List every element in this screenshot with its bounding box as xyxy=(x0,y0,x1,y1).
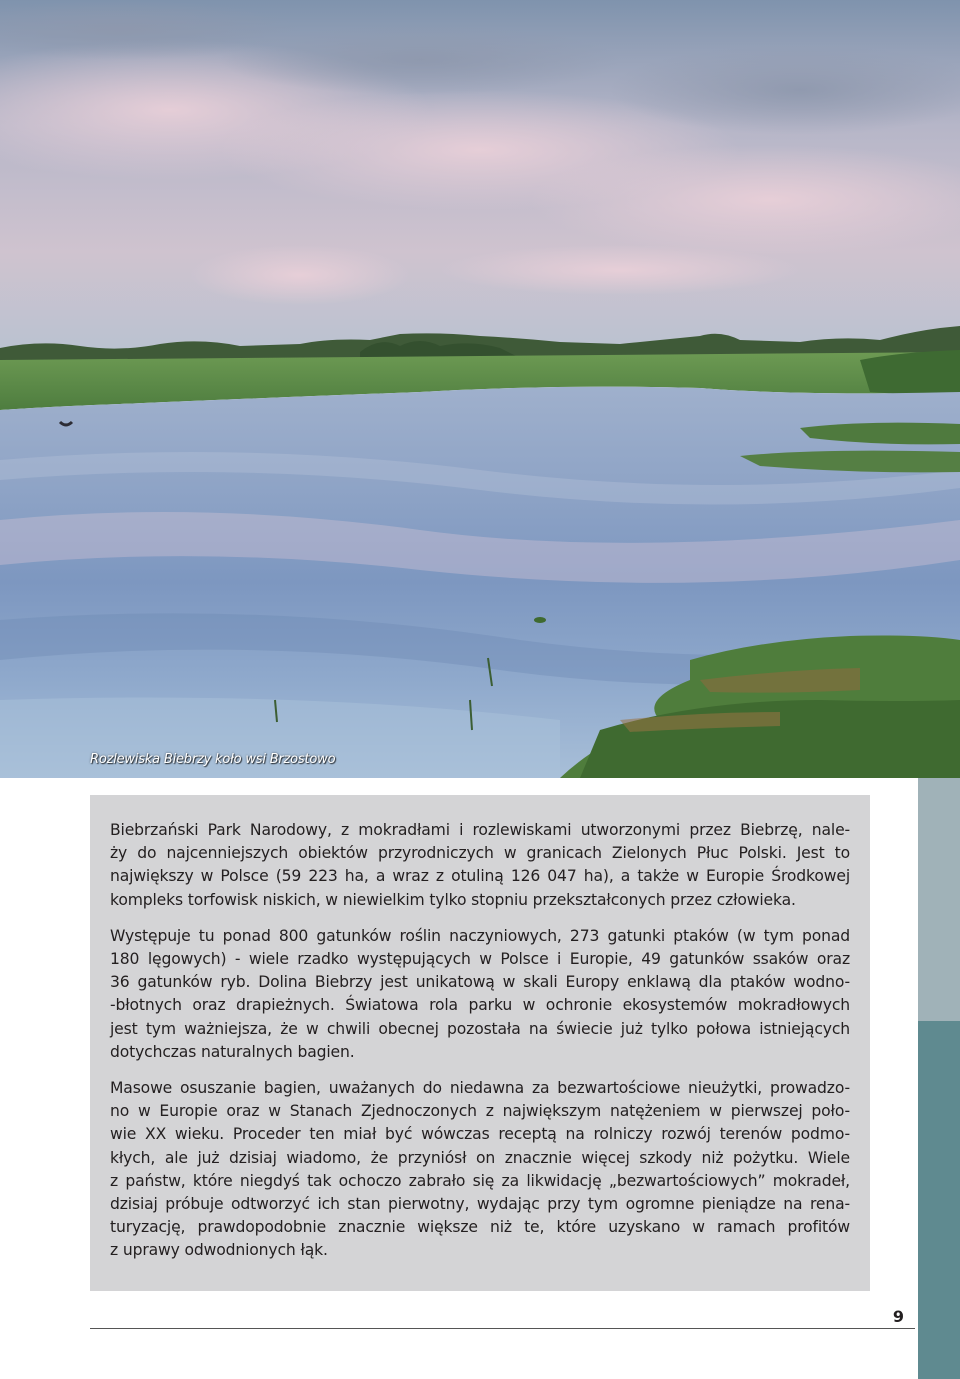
photo-caption: Rozlewiska Biebrzy koło wsi Brzostowo xyxy=(90,752,336,767)
page-number: 9 xyxy=(892,1307,904,1326)
text-line: z państw, które niegdyś tak ochoczo zabrało się za likwidację „bezwartościowych” mokradeł, xyxy=(110,1171,850,1190)
side-accent-bar-light xyxy=(918,778,960,1021)
text-line: -błotnych oraz drapieżnych. Światowa rola parku w ochronie ekosystemów mokradłowych xyxy=(110,996,850,1015)
text-line: dotychczas naturalnych bagien. xyxy=(110,1042,355,1061)
text-line: największy w Polsce (59 223 ha, a wraz z otuliną 126 047 ha), a także w Europie Środkowej xyxy=(110,867,850,886)
text-line: z uprawy odwodnionych łąk. xyxy=(110,1241,328,1260)
side-accent-bar-dark xyxy=(918,1021,960,1379)
text-line: dzisiaj próbuje odtworzyć ich stan pierwotny, wydając przy tym ogromne pieniądze na rena- xyxy=(110,1195,850,1214)
text-line: ży do najcenniejszych obiektów przyrodniczych w granicach Zielonych Płuc Polski. Jest to xyxy=(110,844,850,863)
text-line: Biebrzański Park Narodowy, z mokradłami i rozlewiskami utworzonymi przez Biebrzę, nale- xyxy=(110,821,850,839)
text-line: turyzację, prawdopodobnie znacznie większe niż te, które uzyskano w ramach profitów xyxy=(110,1218,850,1237)
article-paragraph-3 xyxy=(110,1077,850,1263)
text-line: no w Europie oraz w Stanach Zjednoczonych z największym natężeniem w pierwszej poło- xyxy=(110,1102,850,1121)
text-line: 36 gatunków ryb. Dolina Biebrzy jest unikatową w skali Europy enklawą dla ptaków wodno- xyxy=(110,973,850,992)
article-paragraph-1 xyxy=(110,819,850,912)
text-line: Masowe osuszanie bagien, uważanych do niedawna za bezwartościowe nieużytki, prowadzo- xyxy=(110,1079,850,1098)
text-line: 180 lęgowych) - wiele rzadko występujących w Polsce i Europie, 49 gatunków ssaków oraz xyxy=(110,950,850,969)
text-line: jest tym ważniejsza, że w chwili obecnej pozostała na świecie już tylko połowa istniejących xyxy=(110,1019,850,1038)
text-line: Występuje tu ponad 800 gatunków roślin naczyniowych, 273 gatunki ptaków (w tym ponad xyxy=(110,926,850,945)
text-line: wie XX wieku. Proceder ten miał być wówczas receptą na rolniczy rozwój terenów podmo- xyxy=(110,1125,850,1144)
article-text-box xyxy=(90,795,870,1291)
footer-divider xyxy=(90,1328,915,1329)
text-line: kompleks torfowisk niskich, w niewielkim tylko stopniu przekształconych przez człowieka. xyxy=(110,890,796,909)
article-paragraph-2 xyxy=(110,925,850,1064)
text-line: kłych, ale już dzisiaj wiadomo, że przyniósł on znacznie więcej szkody niż pożytku. Wiele xyxy=(110,1148,850,1167)
